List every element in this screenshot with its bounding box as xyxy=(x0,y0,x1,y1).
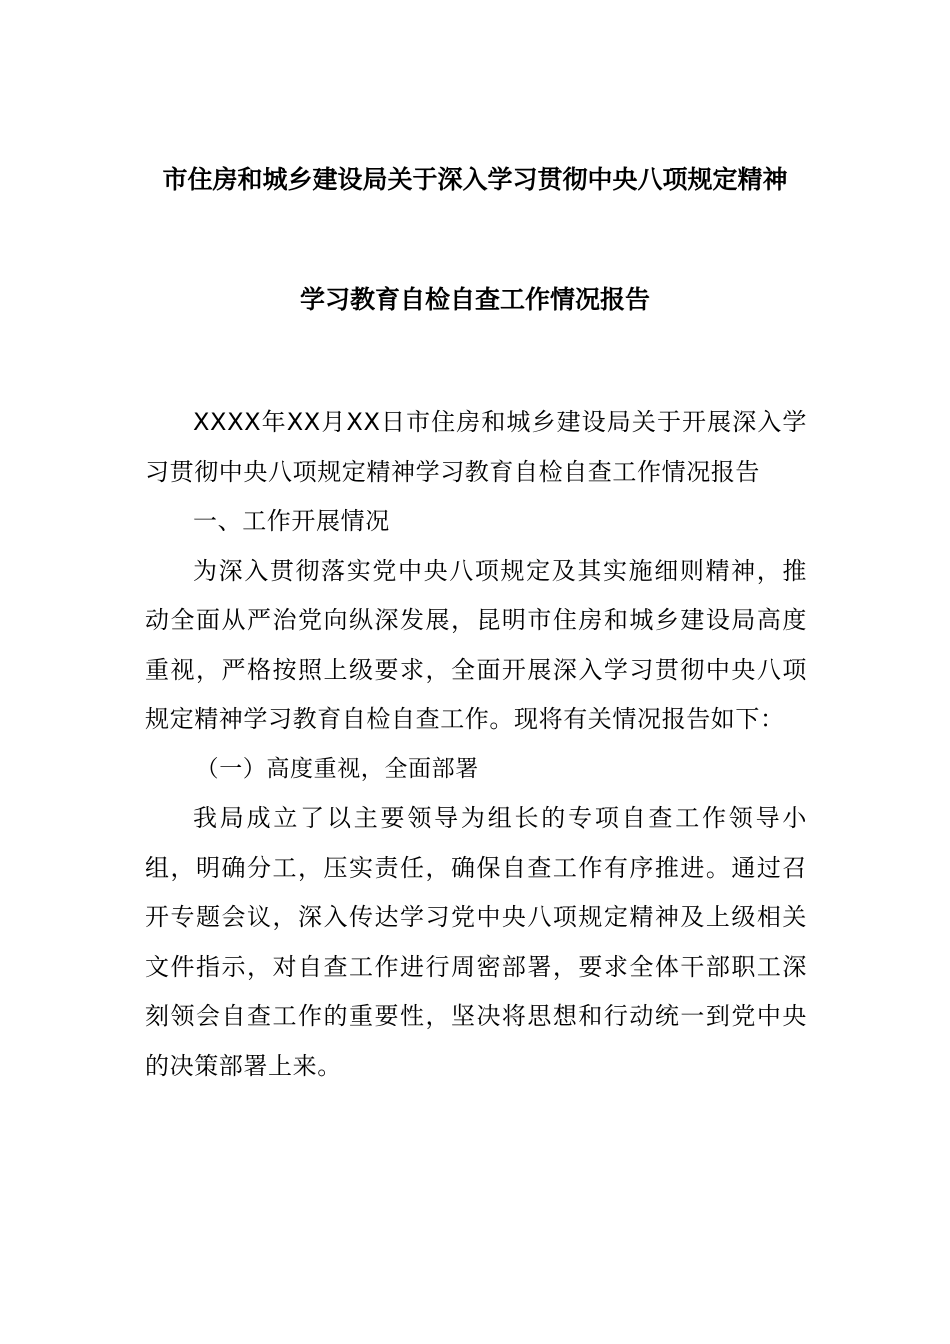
document-body xyxy=(145,398,807,1091)
subsection-heading-deployment: （一）高度重视，全面部署 xyxy=(195,755,479,782)
document-title-line-2: 学习教育自检自查工作情况报告 xyxy=(299,285,650,314)
overview-paragraph: 为深入贯彻落实党中央八项规定及其实施细则精神，推动全面从严治党向纵深发展，昆明市住房和城乡建设局高度重视，严格按照上级要求，全面开展深入学习贯彻中央八项规定精神学习教育自检自查工作。现将有关情况报告如下： xyxy=(145,556,807,733)
document-title-line-1: 市住房和城乡建设局关于深入学习贯彻中央八项规定精神 xyxy=(162,165,788,194)
section-heading-work-progress: 一、工作开展情况 xyxy=(193,507,390,535)
deployment-paragraph: 我局成立了以主要领导为组长的专项自查工作领导小组，明确分工，压实责任，确保自查工作有序推进。通过召开专题会议，深入传达学习党中央八项规定精神及上级相关文件指示，对自查工作进行周密部署，要求全体干部职工深刻领会自查工作的重要性，坚决将思想和行动统一到党中央的决策部署上来。 xyxy=(145,804,807,1080)
intro-paragraph: XXXX年XX月XX日市住房和城乡建设局关于开展深入学习贯彻中央八项规定精神学习教育自检自查工作情况报告 xyxy=(145,408,807,486)
